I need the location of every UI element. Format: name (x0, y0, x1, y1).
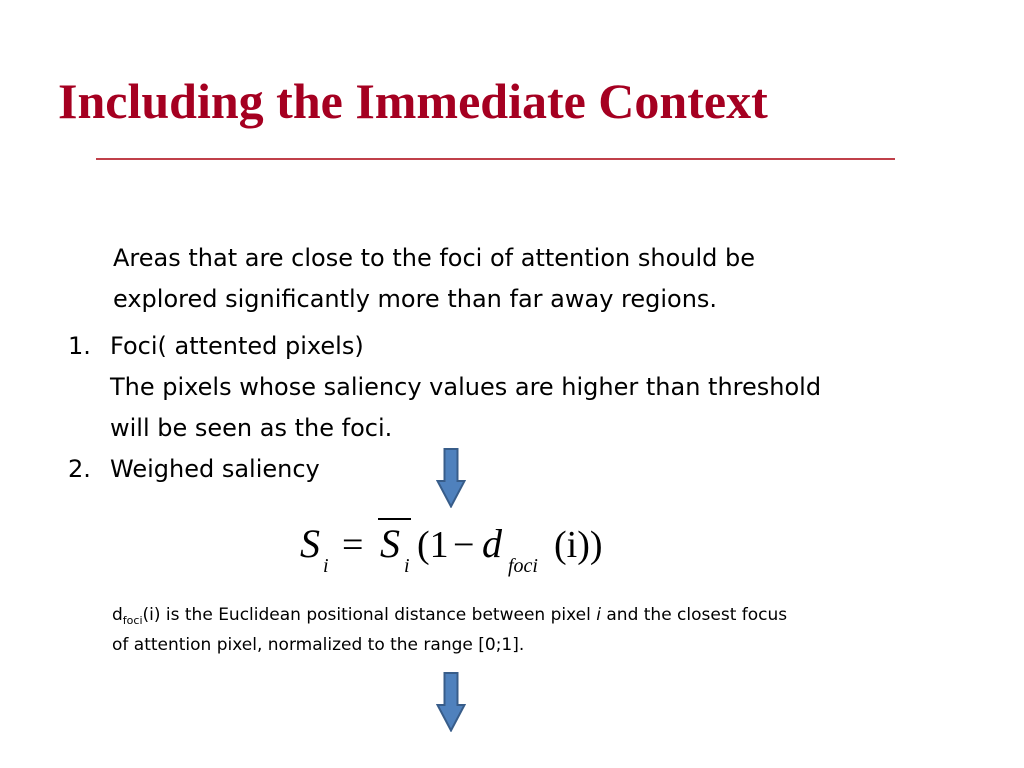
note-d-sub: foci (122, 614, 143, 627)
slide-title: Including the Immediate Context (58, 73, 768, 129)
formula-minus: − (453, 524, 475, 566)
saliency-formula (298, 512, 628, 582)
formula-rhs-sub: i (404, 555, 410, 577)
list-item-heading: Weighed saliency (110, 455, 320, 483)
list-number: 2. (68, 455, 91, 483)
note-d: d (112, 605, 123, 625)
note-part2: and the closest focus (600, 605, 788, 625)
list-item-weighed-saliency (68, 449, 968, 490)
arrow-shape (438, 673, 465, 731)
arrow-down-icon (436, 448, 466, 508)
note-italic-i: i (596, 605, 601, 625)
intro-paragraph (113, 238, 913, 320)
numbered-list (68, 326, 968, 490)
formula-d: d (482, 521, 502, 566)
formula-lhs: S (300, 521, 320, 566)
footnote-definition (112, 600, 972, 660)
list-item-text: will be seen as the foci. (110, 414, 393, 442)
intro-line-1: Areas that are close to the foci of attention should be (113, 244, 755, 272)
note-part1: (i) is the Euclidean positional distance between pixel (142, 605, 597, 625)
list-item-heading: Foci( attented pixels) (110, 332, 364, 360)
note-line2: of attention pixel, normalized to the range [0;1]. (112, 635, 525, 655)
list-item-foci (68, 326, 968, 449)
title-underline (96, 158, 895, 160)
arrow-down-icon (436, 672, 466, 732)
arrow-shape (438, 449, 465, 507)
formula-open: (1 (417, 524, 449, 566)
intro-line-2: explored significantly more than far away regions. (113, 285, 718, 313)
formula-rhs: S (380, 521, 400, 566)
list-number: 1. (68, 332, 91, 360)
formula-d-sub: foci (508, 555, 538, 577)
list-item-text: The pixels whose saliency values are higher than threshold (110, 373, 822, 401)
formula-lhs-sub: i (323, 555, 329, 577)
formula-arg: (i)) (554, 524, 603, 566)
formula-equals: = (342, 524, 364, 566)
